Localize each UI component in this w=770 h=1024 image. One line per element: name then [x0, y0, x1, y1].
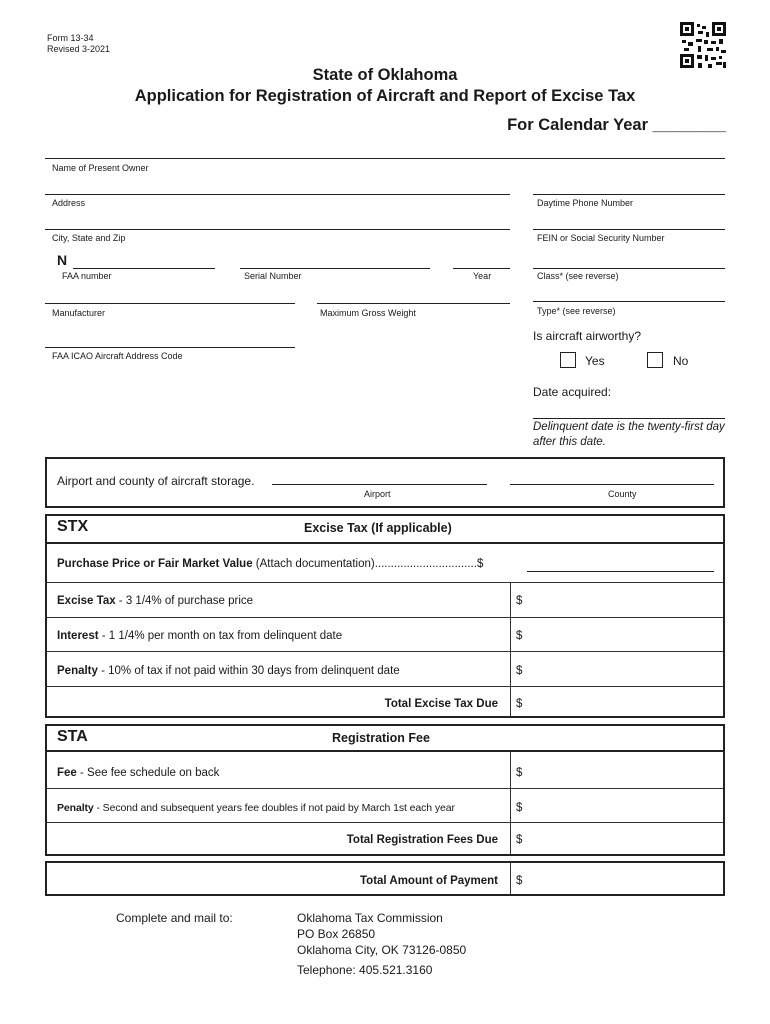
icao-line — [45, 347, 295, 348]
revised-date: Revised 3-2021 — [47, 44, 111, 54]
fein-label: FEIN or Social Security Number — [537, 233, 665, 243]
county-line[interactable] — [510, 484, 714, 485]
n-prefix: N — [57, 252, 68, 268]
stx-amount-divider — [510, 582, 511, 716]
stx-penalty-row: Penalty - 10% of tax if not paid within 30 days from delinquent date — [57, 665, 400, 677]
excise-tax-row: Excise Tax - 3 1/4% of purchase price — [57, 595, 254, 607]
total-excise-amount[interactable]: $ — [516, 698, 523, 710]
manufacturer-line — [45, 303, 295, 304]
stx-divider-2 — [47, 617, 723, 618]
sta-penalty-row: Penalty - Second and subsequent years fee doubles if not paid by March 1st each year — [57, 802, 455, 814]
interest-row: Interest - 1 1/4% per month on tax from delinquent date — [57, 630, 343, 642]
mail-line-2: PO Box 26850 — [297, 927, 376, 941]
mail-line-1: Oklahoma Tax Commission — [297, 911, 443, 925]
stx-divider-4 — [47, 686, 723, 687]
total-registration-amount[interactable]: $ — [516, 834, 523, 846]
sta-penalty-amount[interactable]: $ — [516, 802, 523, 814]
interest-amount[interactable]: $ — [516, 630, 523, 642]
form-title: Application for Registration of Aircraft and Report of Excise Tax — [134, 87, 636, 105]
serial-label: Serial Number — [244, 271, 302, 281]
sta-divider-1 — [47, 788, 723, 789]
stx-heading: Excise Tax (If applicable) — [304, 521, 452, 535]
type-line — [533, 301, 725, 302]
city-label: City, State and Zip — [52, 233, 126, 243]
excise-tax-amount[interactable]: $ — [516, 595, 523, 607]
type-label: Type* (see reverse) — [537, 306, 616, 316]
address-line — [45, 194, 510, 195]
sta-amount-divider — [510, 752, 511, 854]
sta-heading: Registration Fee — [332, 731, 430, 745]
stx-penalty-amount[interactable]: $ — [516, 665, 523, 677]
icao-label: FAA ICAO Aircraft Address Code — [52, 351, 183, 361]
class-line — [533, 268, 725, 269]
delinquent-note: Delinquent date is the twenty-first day after this date. — [533, 421, 725, 448]
phone-line — [533, 194, 725, 195]
sta-divider-2 — [47, 822, 723, 823]
qr-code-icon — [680, 22, 726, 68]
total-excise-label: Total Excise Tax Due — [384, 698, 498, 710]
purchase-price-row: Purchase Price or Fair Market Value (Attach documentation)................................$ — [57, 558, 484, 570]
yes-checkbox[interactable] — [560, 352, 576, 368]
total-payment-label: Total Amount of Payment — [360, 875, 498, 887]
owner-name-line — [45, 158, 725, 159]
airport-line[interactable] — [272, 484, 487, 485]
year-label: Year — [473, 271, 492, 281]
airport-label: Airport — [364, 489, 391, 499]
calendar-year[interactable]: For Calendar Year ________ — [507, 116, 726, 134]
address-label: Address — [52, 198, 86, 208]
date-acquired-line — [533, 418, 725, 419]
year-line — [453, 268, 510, 269]
fee-amount[interactable]: $ — [516, 767, 523, 779]
mail-line-3: Oklahoma City, OK 73126-0850 — [297, 943, 467, 957]
weight-line — [317, 303, 510, 304]
class-label: Class* (see reverse) — [537, 271, 619, 281]
stx-divider-3 — [47, 651, 723, 652]
county-label: County — [608, 489, 637, 499]
serial-line — [240, 268, 430, 269]
city-line — [45, 229, 510, 230]
fein-line — [533, 229, 725, 230]
stx-divider-1 — [47, 582, 723, 583]
storage-label: Airport and county of aircraft storage. — [57, 474, 255, 488]
manufacturer-label: Manufacturer — [52, 308, 106, 318]
form-number: Form 13-34 — [47, 33, 94, 43]
purchase-price-line[interactable] — [527, 571, 714, 572]
owner-name-label: Name of Present Owner — [52, 163, 149, 173]
no-checkbox[interactable] — [647, 352, 663, 368]
yes-label: Yes — [585, 354, 605, 368]
state-title: State of Oklahoma — [312, 66, 458, 84]
fee-row: Fee - See fee schedule on back — [57, 767, 220, 779]
stx-code: STX — [57, 518, 89, 535]
mail-to-label: Complete and mail to: — [116, 911, 233, 925]
no-label: No — [673, 354, 689, 368]
payment-divider — [510, 863, 511, 894]
weight-label: Maximum Gross Weight — [320, 308, 416, 318]
total-registration-label: Total Registration Fees Due — [346, 834, 498, 846]
faa-number-label: FAA number — [62, 271, 112, 281]
total-payment-amount[interactable]: $ — [516, 875, 523, 887]
phone-label: Daytime Phone Number — [537, 198, 634, 208]
faa-number-line — [73, 268, 215, 269]
airworthy-question: Is aircraft airworthy? — [533, 329, 642, 343]
date-acquired-label: Date acquired: — [533, 385, 612, 399]
telephone: Telephone: 405.521.3160 — [297, 963, 433, 977]
sta-code: STA — [57, 728, 88, 745]
